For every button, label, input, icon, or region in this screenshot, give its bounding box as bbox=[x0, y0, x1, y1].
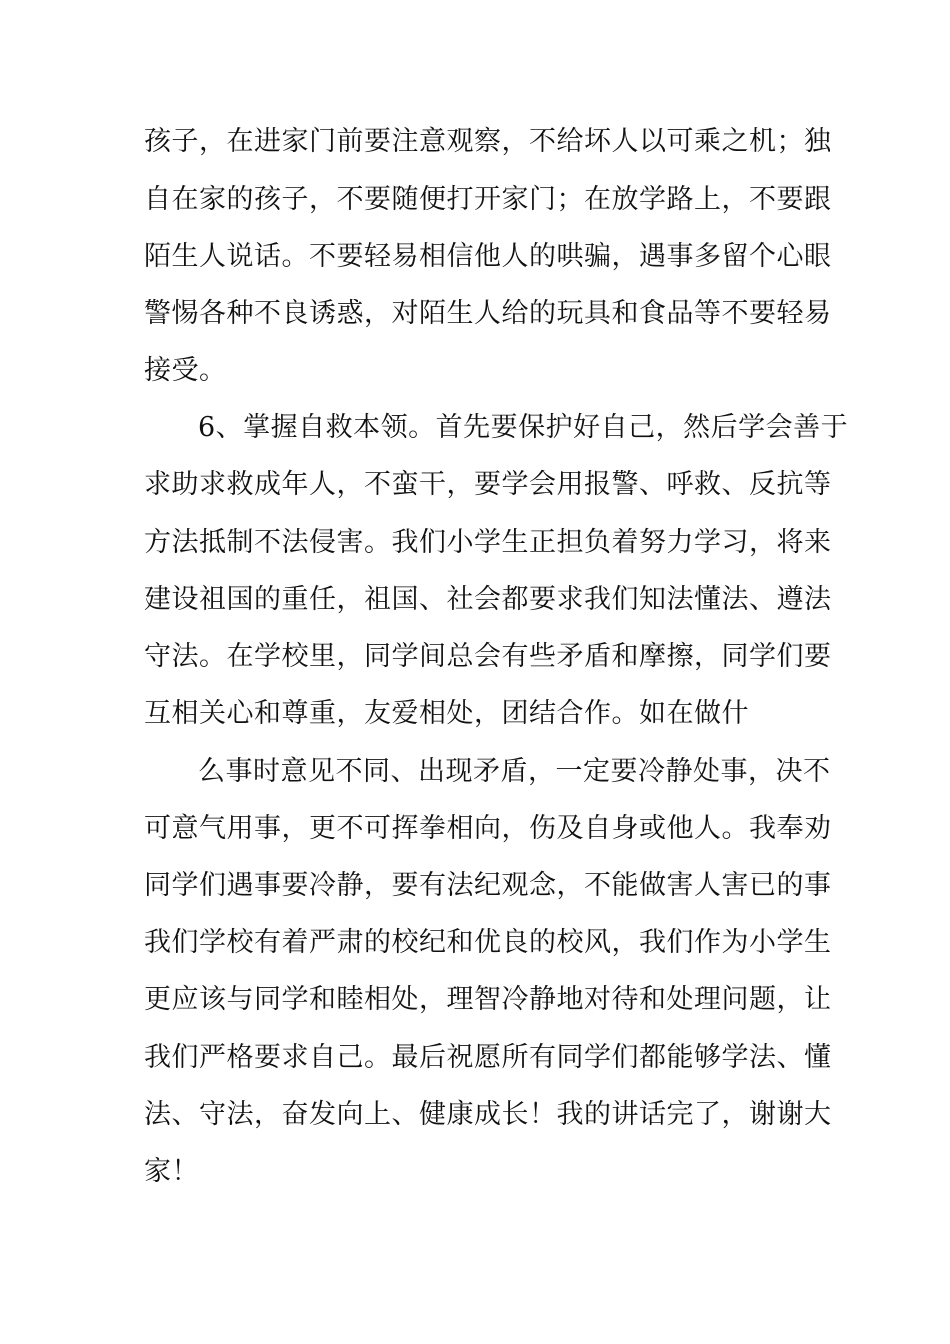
paragraph-1-line-5: 接受。 bbox=[144, 355, 227, 386]
paragraph-1-line-3: 陌生人说话。不要轻易相信他人的哄骗，遇事多留个心眼 bbox=[144, 241, 832, 272]
paragraph-2-line-1: 6、掌握自救本领。首先要保护好自己，然后学会善于 bbox=[198, 412, 849, 443]
paragraph-1-line-2: 自在家的孩子，不要随便打开家门；在放学路上，不要跟 bbox=[144, 184, 832, 215]
paragraph-3-line-7: 法、守法，奋发向上、健康成长！我的讲话完了，谢谢大 bbox=[144, 1099, 832, 1130]
paragraph-3-line-6: 我们严格要求自己。最后祝愿所有同学们都能够学法、懂 bbox=[144, 1042, 832, 1073]
paragraph-3-line-5: 更应该与同学和睦相处，理智冷静地对待和处理问题，让 bbox=[144, 984, 832, 1015]
paragraph-2-line-2: 求助求救成年人，不蛮干，要学会用报警、呼救、反抗等 bbox=[144, 469, 832, 500]
paragraph-2-line-3: 方法抵制不法侵害。我们小学生正担负着努力学习，将来 bbox=[144, 527, 832, 558]
paragraph-2-line-4: 建设祖国的重任，祖国、社会都要求我们知法懂法、遵法 bbox=[144, 584, 832, 615]
paragraph-3-line-8: 家！ bbox=[144, 1156, 199, 1187]
paragraph-3-line-2: 可意气用事，更不可挥拳相向，伤及自身或他人。我奉劝 bbox=[144, 813, 832, 844]
paragraph-3-line-4: 我们学校有着严肃的校纪和优良的校风，我们作为小学生 bbox=[144, 927, 832, 958]
paragraph-2-line-6: 互相关心和尊重，友爱相处，团结合作。如在做什 bbox=[144, 698, 749, 729]
paragraph-3-line-1: 么事时意见不同、出现矛盾，一定要冷静处事，决不 bbox=[198, 756, 831, 787]
paragraph-3-line-3: 同学们遇事要冷静，要有法纪观念，不能做害人害已的事 bbox=[144, 870, 832, 901]
paragraph-1-line-4: 警惕各种不良诱惑，对陌生人给的玩具和食品等不要轻易 bbox=[144, 298, 832, 329]
paragraph-1-line-1: 孩子，在进家门前要注意观察，不给坏人以可乘之机；独 bbox=[144, 126, 832, 157]
paragraph-2-line-5: 守法。在学校里，同学间总会有些矛盾和摩擦，同学们要 bbox=[144, 641, 832, 672]
